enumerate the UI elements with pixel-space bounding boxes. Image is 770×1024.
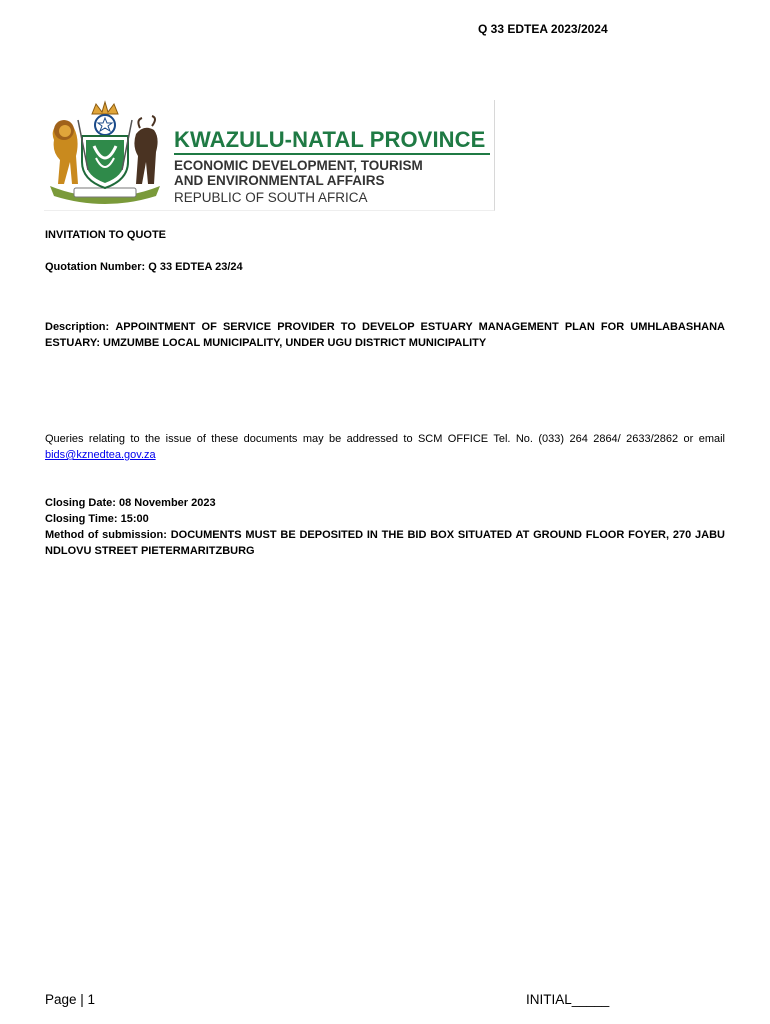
- description-label: Description:: [45, 321, 110, 333]
- queries-block: [45, 431, 725, 463]
- description-block: [45, 319, 725, 351]
- page-number: Page | 1: [45, 992, 96, 1007]
- description-text: APPOINTMENT OF SERVICE PROVIDER TO DEVELOP ESTUARY MANAGEMENT PLAN FOR UMHLABASHANA ESTUARY: UMZUMBE LOCAL MUNICIPALITY, UNDER UGU DISTRICT MUNICIPALITY: [45, 321, 725, 349]
- department-name-line-2: AND ENVIRONMENTAL AFFAIRS: [174, 173, 385, 188]
- document-heading: INVITATION TO QUOTE: [45, 229, 166, 241]
- submission-method: [45, 527, 725, 559]
- closing-time-value: 15:00: [120, 513, 149, 525]
- closing-time-label: Closing Time:: [45, 513, 118, 525]
- initial-field: INITIAL_____: [526, 992, 610, 1007]
- country-name: REPUBLIC OF SOUTH AFRICA: [174, 190, 368, 205]
- department-name-line-1: ECONOMIC DEVELOPMENT, TOURISM: [174, 158, 423, 173]
- banner-divider: [174, 153, 490, 155]
- closing-time: [45, 511, 725, 527]
- coat-of-arms-icon: [44, 100, 166, 208]
- closing-date-label: Closing Date:: [45, 497, 116, 509]
- closing-details: [45, 495, 725, 559]
- closing-date-value: 08 November 2023: [118, 497, 216, 509]
- queries-text: Queries relating to the issue of these documents may be addressed to SCM OFFICE Tel. No. (033) 264 2864/ 2633/2862 or email: [45, 433, 725, 445]
- department-banner: [44, 100, 495, 211]
- queries-email-link[interactable]: bids@kznedtea.gov.za: [45, 449, 156, 461]
- banner-text: [174, 127, 494, 207]
- quotation-number-label: Quotation Number:: [45, 261, 146, 273]
- quotation-number: [45, 261, 725, 273]
- submission-text: DOCUMENTS MUST BE DEPOSITED IN THE BID BOX SITUATED AT GROUND FLOOR FOYER, 270 JABU NDLOVU STREET PIETERMARITZBURG: [45, 529, 725, 557]
- document-reference: Q 33 EDTEA 2023/2024: [478, 22, 608, 36]
- closing-date: [45, 495, 725, 511]
- province-name: KWAZULU-NATAL PROVINCE: [174, 127, 486, 152]
- submission-label: Method of submission:: [45, 529, 167, 541]
- quotation-number-value: Q 33 EDTEA 23/24: [148, 261, 243, 273]
